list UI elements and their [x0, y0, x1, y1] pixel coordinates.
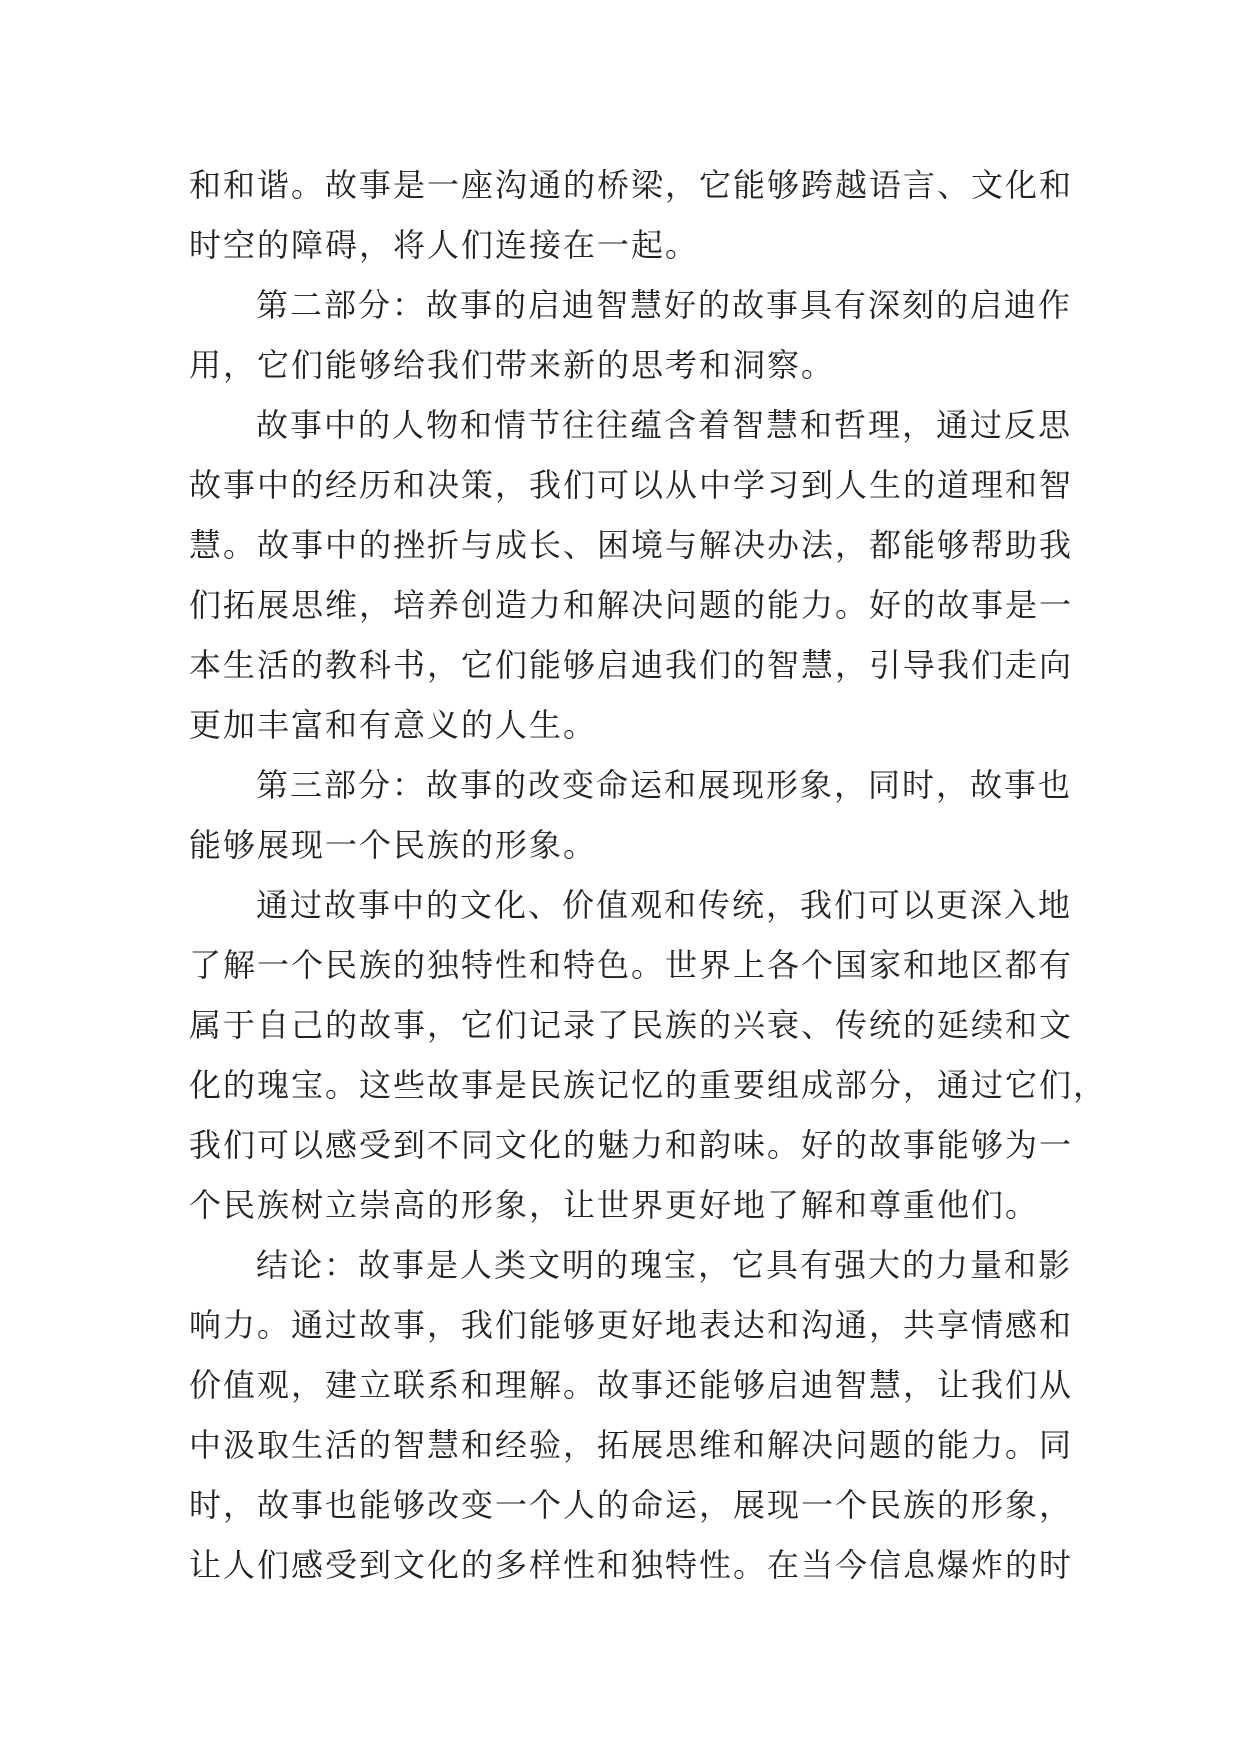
text-line: 能够展现一个民族的形象。	[189, 826, 598, 864]
text-line: 化的瑰宝。这些故事是民族记忆的重要组成部分，通过它们，	[189, 1066, 1108, 1104]
paragraph-heading-part-two: 第二部分：故事的启迪智慧好的故事具有深刻的启迪作	[256, 286, 1073, 324]
text-line: 响力。通过故事，我们能够更好地表达和沟通，共享情感和	[189, 1306, 1074, 1344]
paragraph-heading-conclusion: 结论：故事是人类文明的瑰宝，它具有强大的力量和影	[256, 1246, 1073, 1284]
text-line: 价值观，建立联系和理解。故事还能够启迪智慧，让我们从	[189, 1366, 1074, 1404]
text-line: 用，它们能够给我们带来新的思考和洞察。	[189, 346, 836, 384]
text-line: 更加丰富和有意义的人生。	[189, 706, 598, 744]
text-line: 故事中的经历和决策，我们可以从中学习到人生的道理和智	[189, 466, 1074, 504]
text-line: 中汲取生活的智慧和经验，拓展思维和解决问题的能力。同	[189, 1426, 1074, 1464]
text-line: 慧。故事中的挫折与成长、困境与解决办法，都能够帮助我	[189, 526, 1074, 564]
text-line: 们拓展思维，培养创造力和解决问题的能力。好的故事是一	[189, 586, 1074, 624]
paragraph-heading-part-three: 第三部分：故事的改变命运和展现形象，同时，故事也	[256, 766, 1073, 804]
text-line: 我们可以感受到不同文化的魅力和韵味。好的故事能够为一	[189, 1126, 1074, 1164]
paragraph-start: 故事中的人物和情节往往蕴含着智慧和哲理，通过反思	[256, 406, 1073, 444]
text-line: 让人们感受到文化的多样性和独特性。在当今信息爆炸的时	[189, 1546, 1074, 1584]
text-line: 本生活的教科书，它们能够启迪我们的智慧，引导我们走向	[189, 646, 1074, 684]
text-line: 属于自己的故事，它们记录了民族的兴衰、传统的延续和文	[189, 1006, 1074, 1044]
paragraph-start: 通过故事中的文化、价值观和传统，我们可以更深入地	[256, 886, 1073, 924]
text-line: 个民族树立崇高的形象，让世界更好地了解和尊重他们。	[189, 1186, 1040, 1224]
document-body	[189, 155, 1108, 1595]
text-line: 了解一个民族的独特性和特色。世界上各个国家和地区都有	[189, 946, 1074, 984]
text-line: 时空的障碍，将人们连接在一起。	[189, 226, 700, 264]
text-line: 时，故事也能够改变一个人的命运，展现一个民族的形象，	[189, 1486, 1074, 1524]
text-line: 和和谐。故事是一座沟通的桥梁，它能够跨越语言、文化和	[189, 166, 1074, 204]
